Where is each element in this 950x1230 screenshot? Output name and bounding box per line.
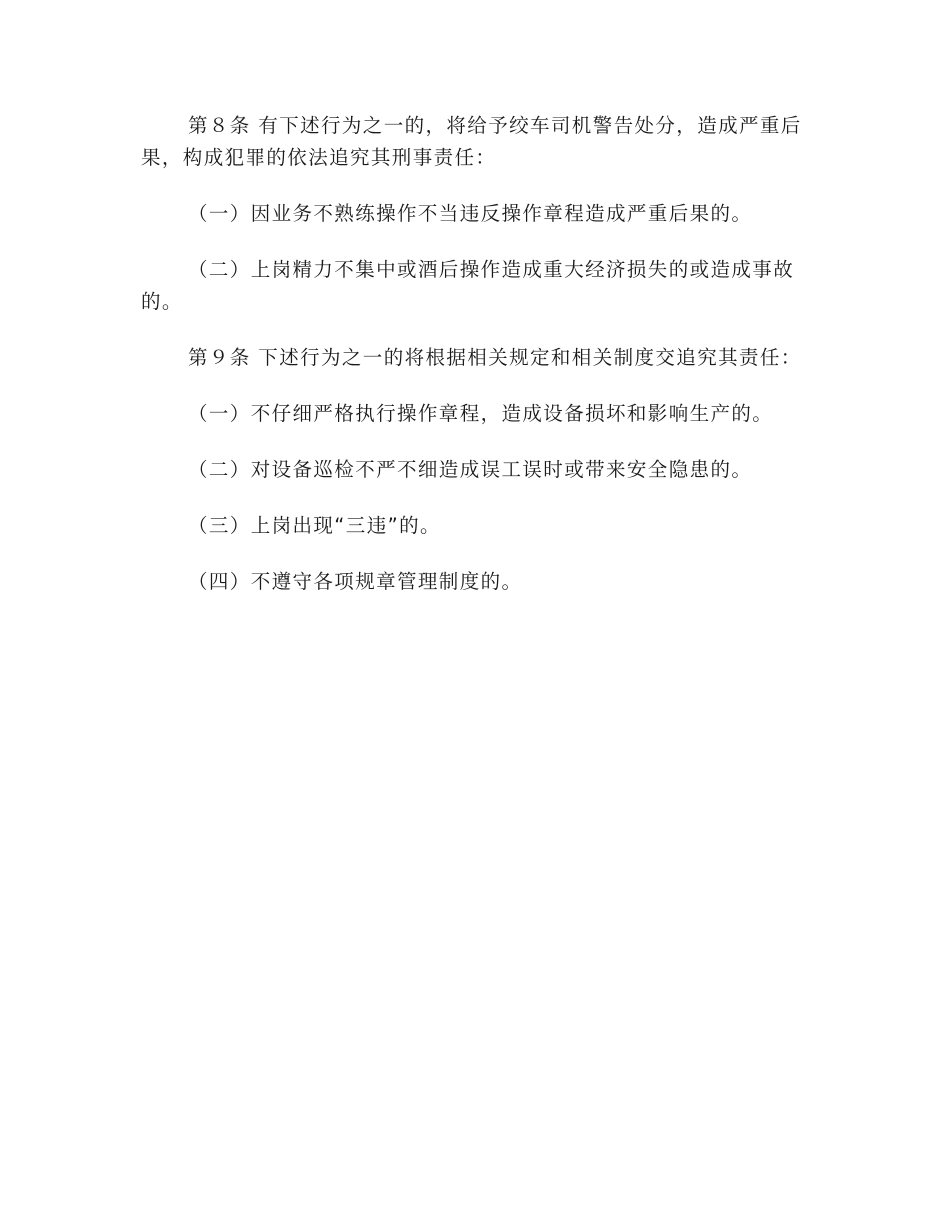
article-8-item-2: （二）上岗精力不集中或酒后操作造成重大经济损失的或造成事故的。 bbox=[141, 258, 795, 313]
article-9-item-1: （一）不仔细严格执行操作章程，造成设备损坏和影响生产的。 bbox=[188, 402, 774, 425]
article-9-item-3: （三）上岗出现“三违”的。 bbox=[188, 514, 441, 537]
article-8-item-1: （一）因业务不熟练操作不当违反操作章程造成严重后果的。 bbox=[188, 202, 753, 225]
article-8-paragraph: 第８条 有下述行为之一的，将给予绞车司机警告处分，造成严重后果，构成犯罪的依法追究其刑事责任： bbox=[141, 114, 802, 169]
article-9-item-4: （四）不遵守各项规章管理制度的。 bbox=[188, 570, 523, 593]
article-9-paragraph: 第９条 下述行为之一的将根据相关规定和相关制度交追究其责任： bbox=[188, 346, 802, 369]
article-9-item-2: （二）对设备巡检不严不细造成误工误时或带来安全隐患的。 bbox=[188, 458, 753, 481]
document-body bbox=[141, 110, 809, 598]
